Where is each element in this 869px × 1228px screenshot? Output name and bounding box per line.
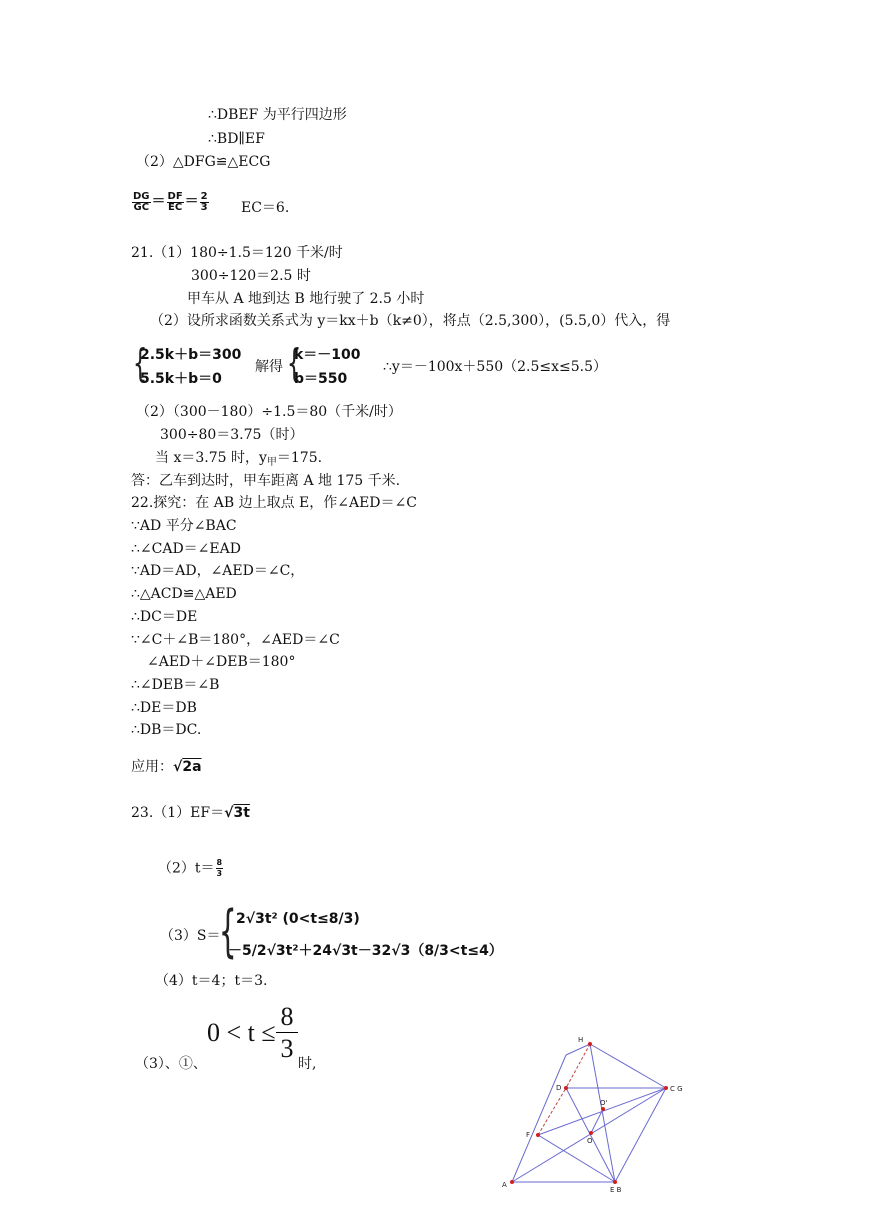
label-cg: C G (670, 1085, 683, 1093)
solve-label: 解得 (255, 359, 283, 375)
equation-line: 5.5k＋b＝0 (140, 371, 222, 387)
proof-line: （2）△DFG≌△ECG (136, 154, 271, 170)
ratio-formula: $\frac{DG}{GC}$ ＝ $\frac{DF}{EC}$ ＝ $\frac{2}{3}$ (133, 191, 208, 213)
label-eb: E B (610, 1186, 622, 1194)
problem-22-line: 22.探究：在 AB 边上取点 E，作∠AED＝∠C (131, 495, 417, 511)
problem-22-line: ∵AD＝AD，∠AED＝∠C， (131, 563, 305, 579)
problem-23-line: 23.（1）EF＝√3t (131, 805, 250, 821)
problem-22-line: ∴DC＝DE (131, 609, 198, 625)
solution-line: b＝550 (294, 371, 348, 387)
s-case-1: 2√3t² (0<t≤8/3) (236, 911, 360, 927)
brace-icon: { (286, 341, 302, 385)
problem-22-line: ∵AD 平分∠BAC (131, 518, 237, 534)
problem-22-line: ∴∠DEB＝∠B (131, 677, 220, 693)
label-o-prime: O' (600, 1099, 608, 1107)
label-a: A (502, 1181, 507, 1189)
inequality-fraction: 8 3 (276, 1002, 298, 1065)
problem-23-line: （3）S＝ (160, 928, 221, 944)
case-label: 时, (298, 1056, 317, 1072)
label-f: F (526, 1131, 531, 1139)
brace-icon: { (132, 341, 148, 385)
problem-22-line: ∴DB＝DC. (131, 722, 202, 738)
problem-21-line: （2）设所求函数关系式为 y＝kx＋b（k≠0），将点（2.5,300），(5.5,0）代入，得 (150, 313, 671, 329)
answer-line: 答：乙车到达时，甲车距离 A 地 175 千米. (131, 473, 401, 489)
application-line: 应用：√2a (131, 759, 202, 775)
label-d: D (556, 1084, 562, 1092)
problem-21-line: 21.（1）180÷1.5＝120 千米/时 (131, 245, 343, 261)
problem-21-line: 当 x＝3.75 时，$y_甲=175$. (155, 450, 323, 468)
equation-line: 2.5k＋b＝300 (140, 347, 242, 363)
case-label: （3）、①、 (135, 1056, 207, 1072)
label-o: O (587, 1137, 593, 1145)
problem-22-line: ∴DE＝DB (131, 700, 197, 716)
problem-21-line: （2）（300－180）÷1.5＝80（千米/时） (136, 404, 402, 420)
proof-line: ∴DBEF 为平行四边形 (208, 107, 347, 123)
inequality: 0 < t ≤ (207, 1018, 276, 1047)
problem-21-line: 甲车从 A 地到达 B 地行驶了 2.5 小时 (187, 291, 425, 307)
problem-23-line: （2）t＝ $\frac{8}{3}$ (158, 858, 223, 878)
problem-22-line: ∴△ACD≌△AED (131, 586, 237, 602)
solution-line: k＝－100 (294, 347, 361, 363)
s-case-2: －5/2√3t²＋24√3t－32√3（8/3<t≤4） (228, 943, 503, 959)
ec-result: EC＝6. (241, 200, 290, 216)
problem-23-line: （4）t＝4；t＝3. (155, 973, 268, 989)
function-result: ∴y＝－100x＋550（2.5≤x≤5.5） (383, 359, 608, 375)
geometry-figure (498, 1032, 698, 1194)
problem-21-line: 300÷80＝3.75（时） (160, 427, 304, 443)
problem-22-line: ∠AED＋∠DEB＝180° (147, 654, 296, 670)
problem-22-line: ∵∠C＋∠B＝180°，∠AED＝∠C (131, 632, 340, 648)
brace-icon: { (218, 899, 237, 964)
label-h: H (578, 1036, 584, 1044)
problem-21-line: 300÷120＝2.5 时 (191, 268, 311, 284)
problem-22-line: ∴∠CAD＝∠EAD (131, 541, 241, 557)
proof-line: ∴BD∥EF (208, 131, 265, 147)
